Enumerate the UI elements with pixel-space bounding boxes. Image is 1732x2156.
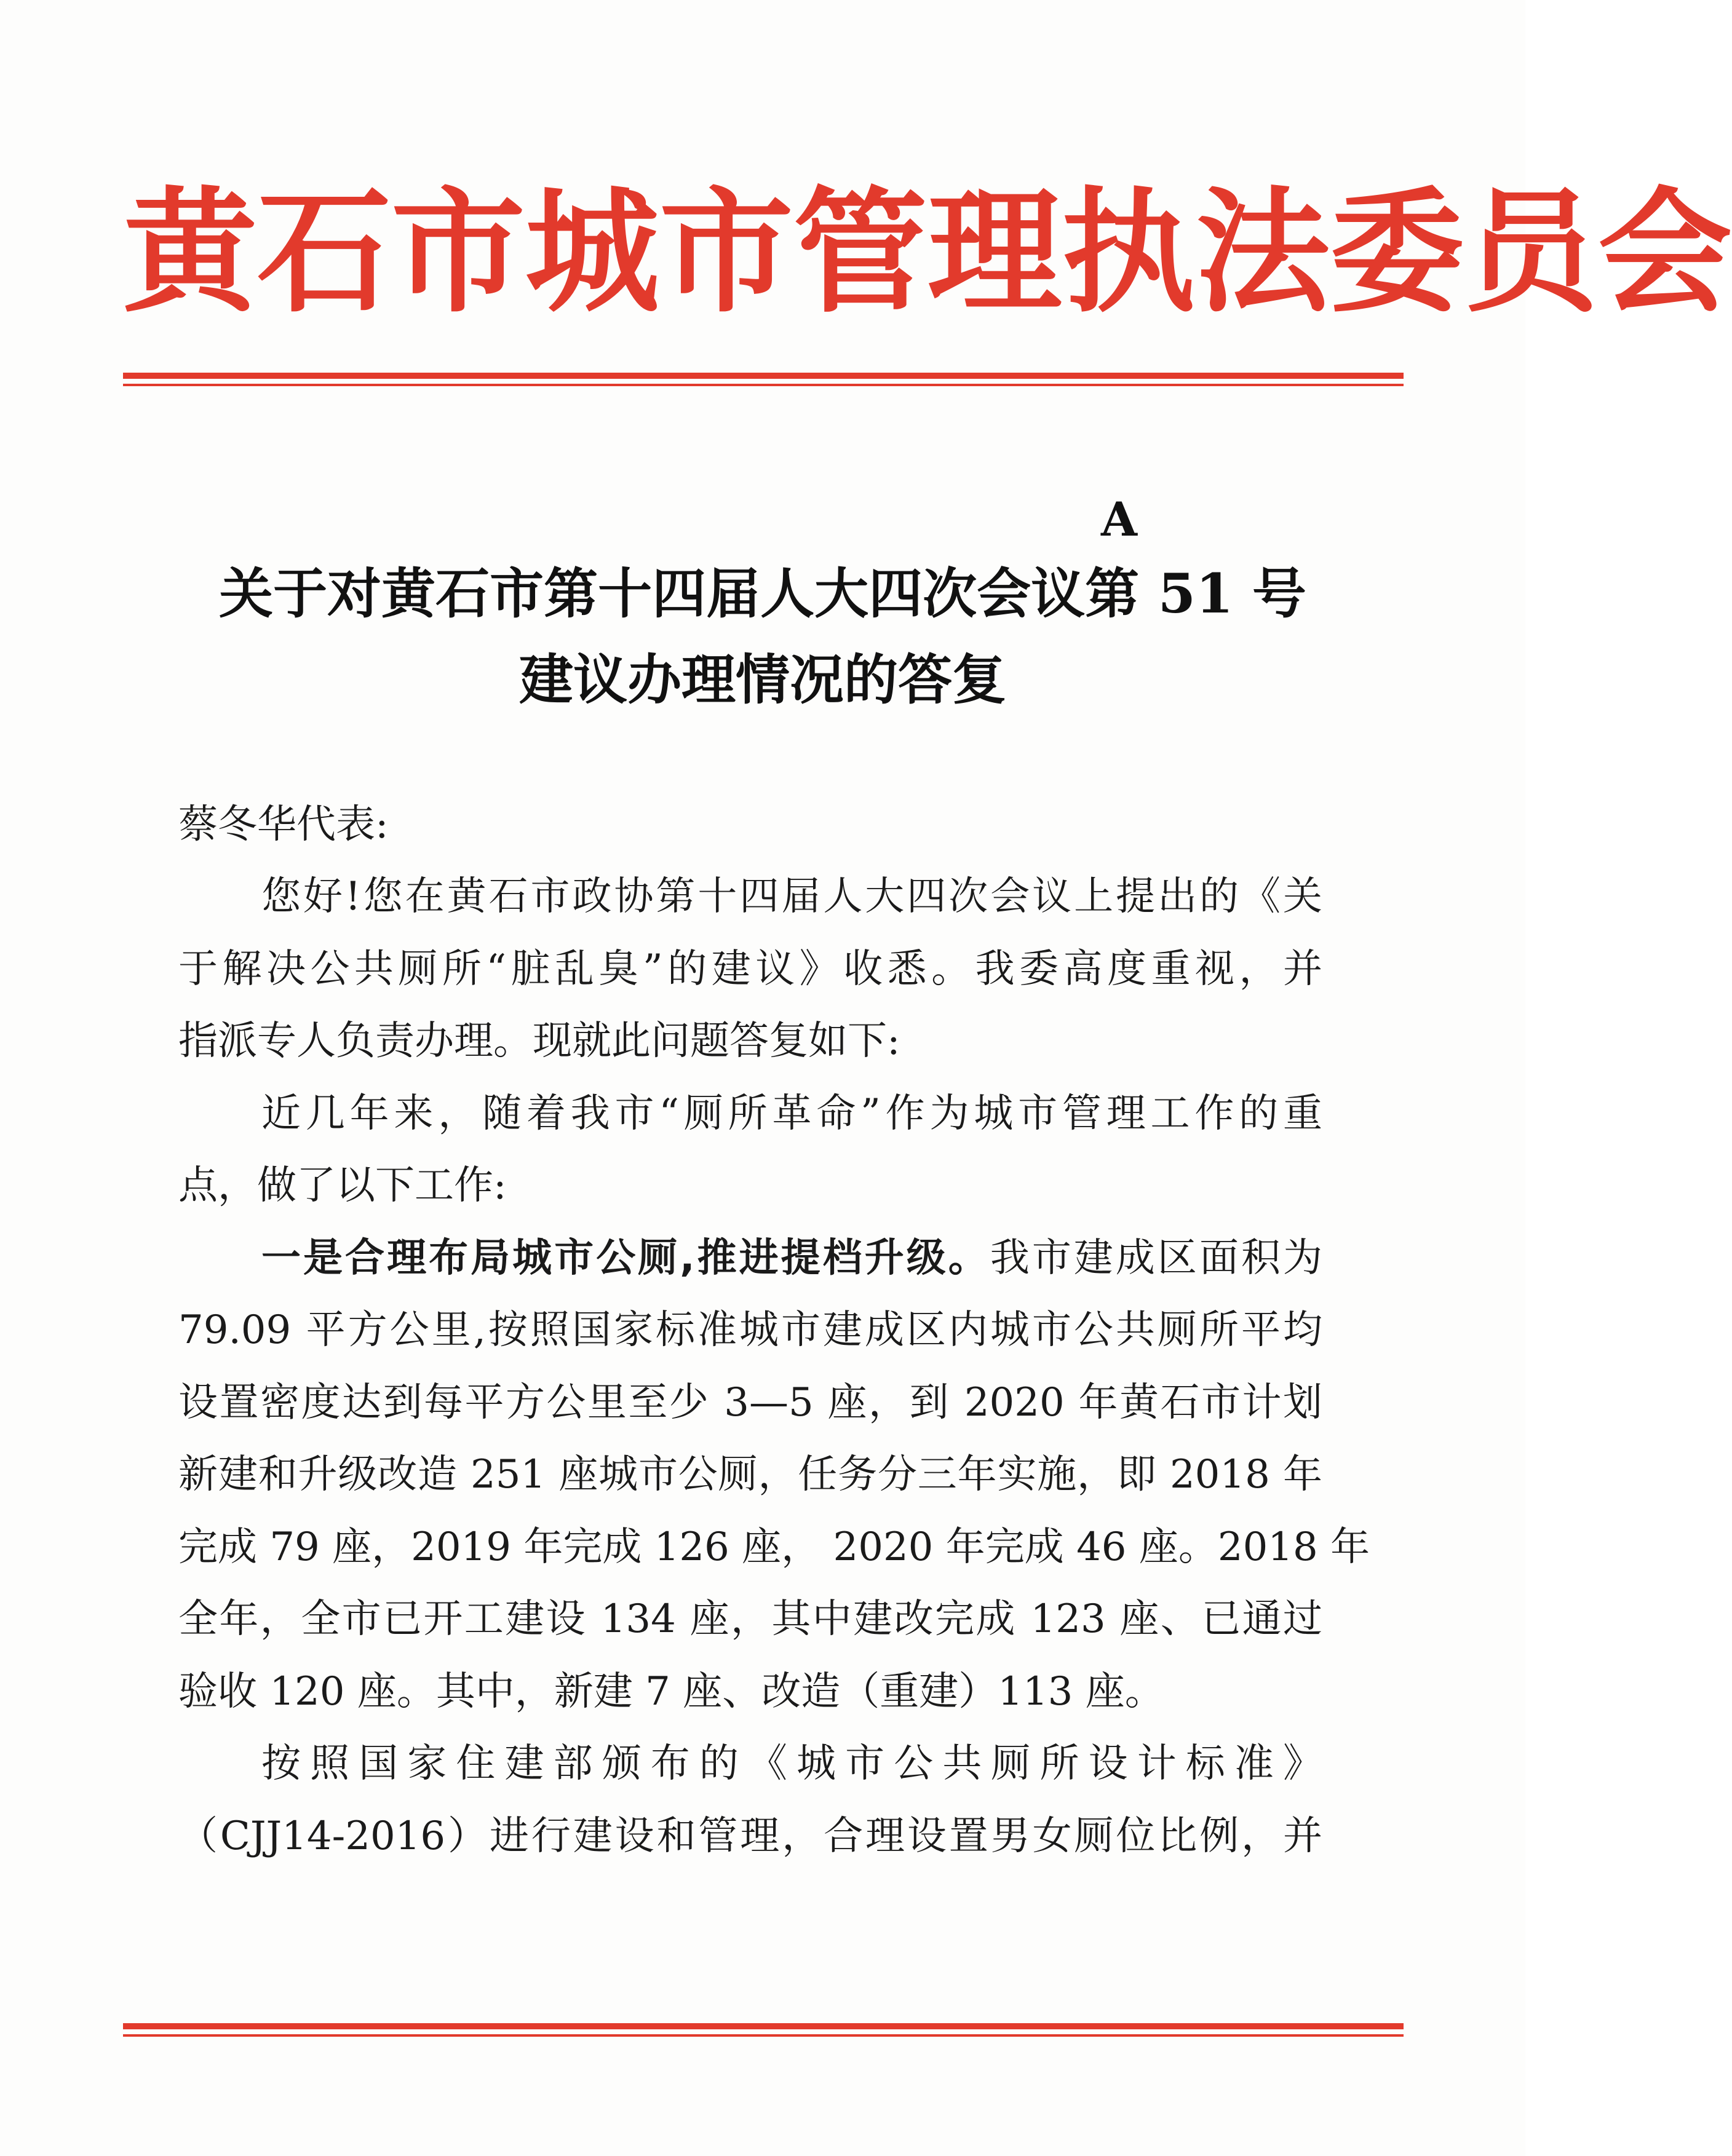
body-line-8: 设置密度达到每平方公里至少 3—5 座，到 2020 年黄石市计划 — [178, 1380, 1322, 1425]
body-line-2: 于解决公共厕所“脏乱臭”的建议》收悉。我委高度重视，并 — [178, 946, 1322, 992]
bold-lead: 一是合理布局城市公厕,推进提档升级。 — [261, 1235, 990, 1281]
body-line-4: 近几年来，随着我市“厕所革命”作为城市管理工作的重 — [261, 1091, 1322, 1136]
body-line-13: 按照国家住建部颁布的《城市公共厕所设计标准》 — [261, 1741, 1322, 1786]
letterhead-rule-thin — [123, 384, 1404, 386]
body-line-5: 点，做了以下工作: — [178, 1163, 507, 1208]
body-line-7: 79.09 平方公里,按照国家标准城市建成区内城市公共厕所平均 — [178, 1307, 1322, 1353]
body-line-11: 全年，全市已开工建设 134 座，其中建改完成 123 座、已通过 — [178, 1596, 1322, 1642]
document-mark: A — [1101, 492, 1137, 547]
letterhead-org-name: 黄石市城市管理执法委员会 — [123, 173, 1732, 331]
body-line-6-rest: 我市建成区面积为 — [990, 1235, 1323, 1281]
document-title-line-1: 关于对黄石市第十四届人大四次会议第 51 号 — [219, 561, 1306, 625]
footer-rule-thick — [123, 2023, 1404, 2029]
body-line-9: 新建和升级改造 251 座城市公厕，任务分三年实施，即 2018 年 — [178, 1452, 1322, 1497]
letterhead-rule-thick — [123, 373, 1404, 379]
body-line-1: 您好!您在黄石市政协第十四届人大四次会议上提出的《关 — [261, 874, 1322, 919]
document-title-line-2: 建议办理情况的答复 — [518, 648, 1006, 711]
salutation: 蔡冬华代表: — [178, 802, 389, 847]
body-line-10: 完成 79 座，2019 年完成 126 座， 2020 年完成 46 座。2018 年 — [178, 1524, 1370, 1570]
body-line-14: （CJJ14-2016）进行建设和管理，合理设置男女厕位比例，并 — [178, 1813, 1322, 1859]
footer-rule-thin — [123, 2034, 1404, 2037]
body-line-12: 验收 120 座。其中，新建 7 座、改造（重建）113 座。 — [178, 1669, 1164, 1714]
body-line-6 — [261, 1230, 1322, 1286]
body-line-3: 指派专人负责办理。现就此问题答复如下: — [178, 1018, 900, 1064]
